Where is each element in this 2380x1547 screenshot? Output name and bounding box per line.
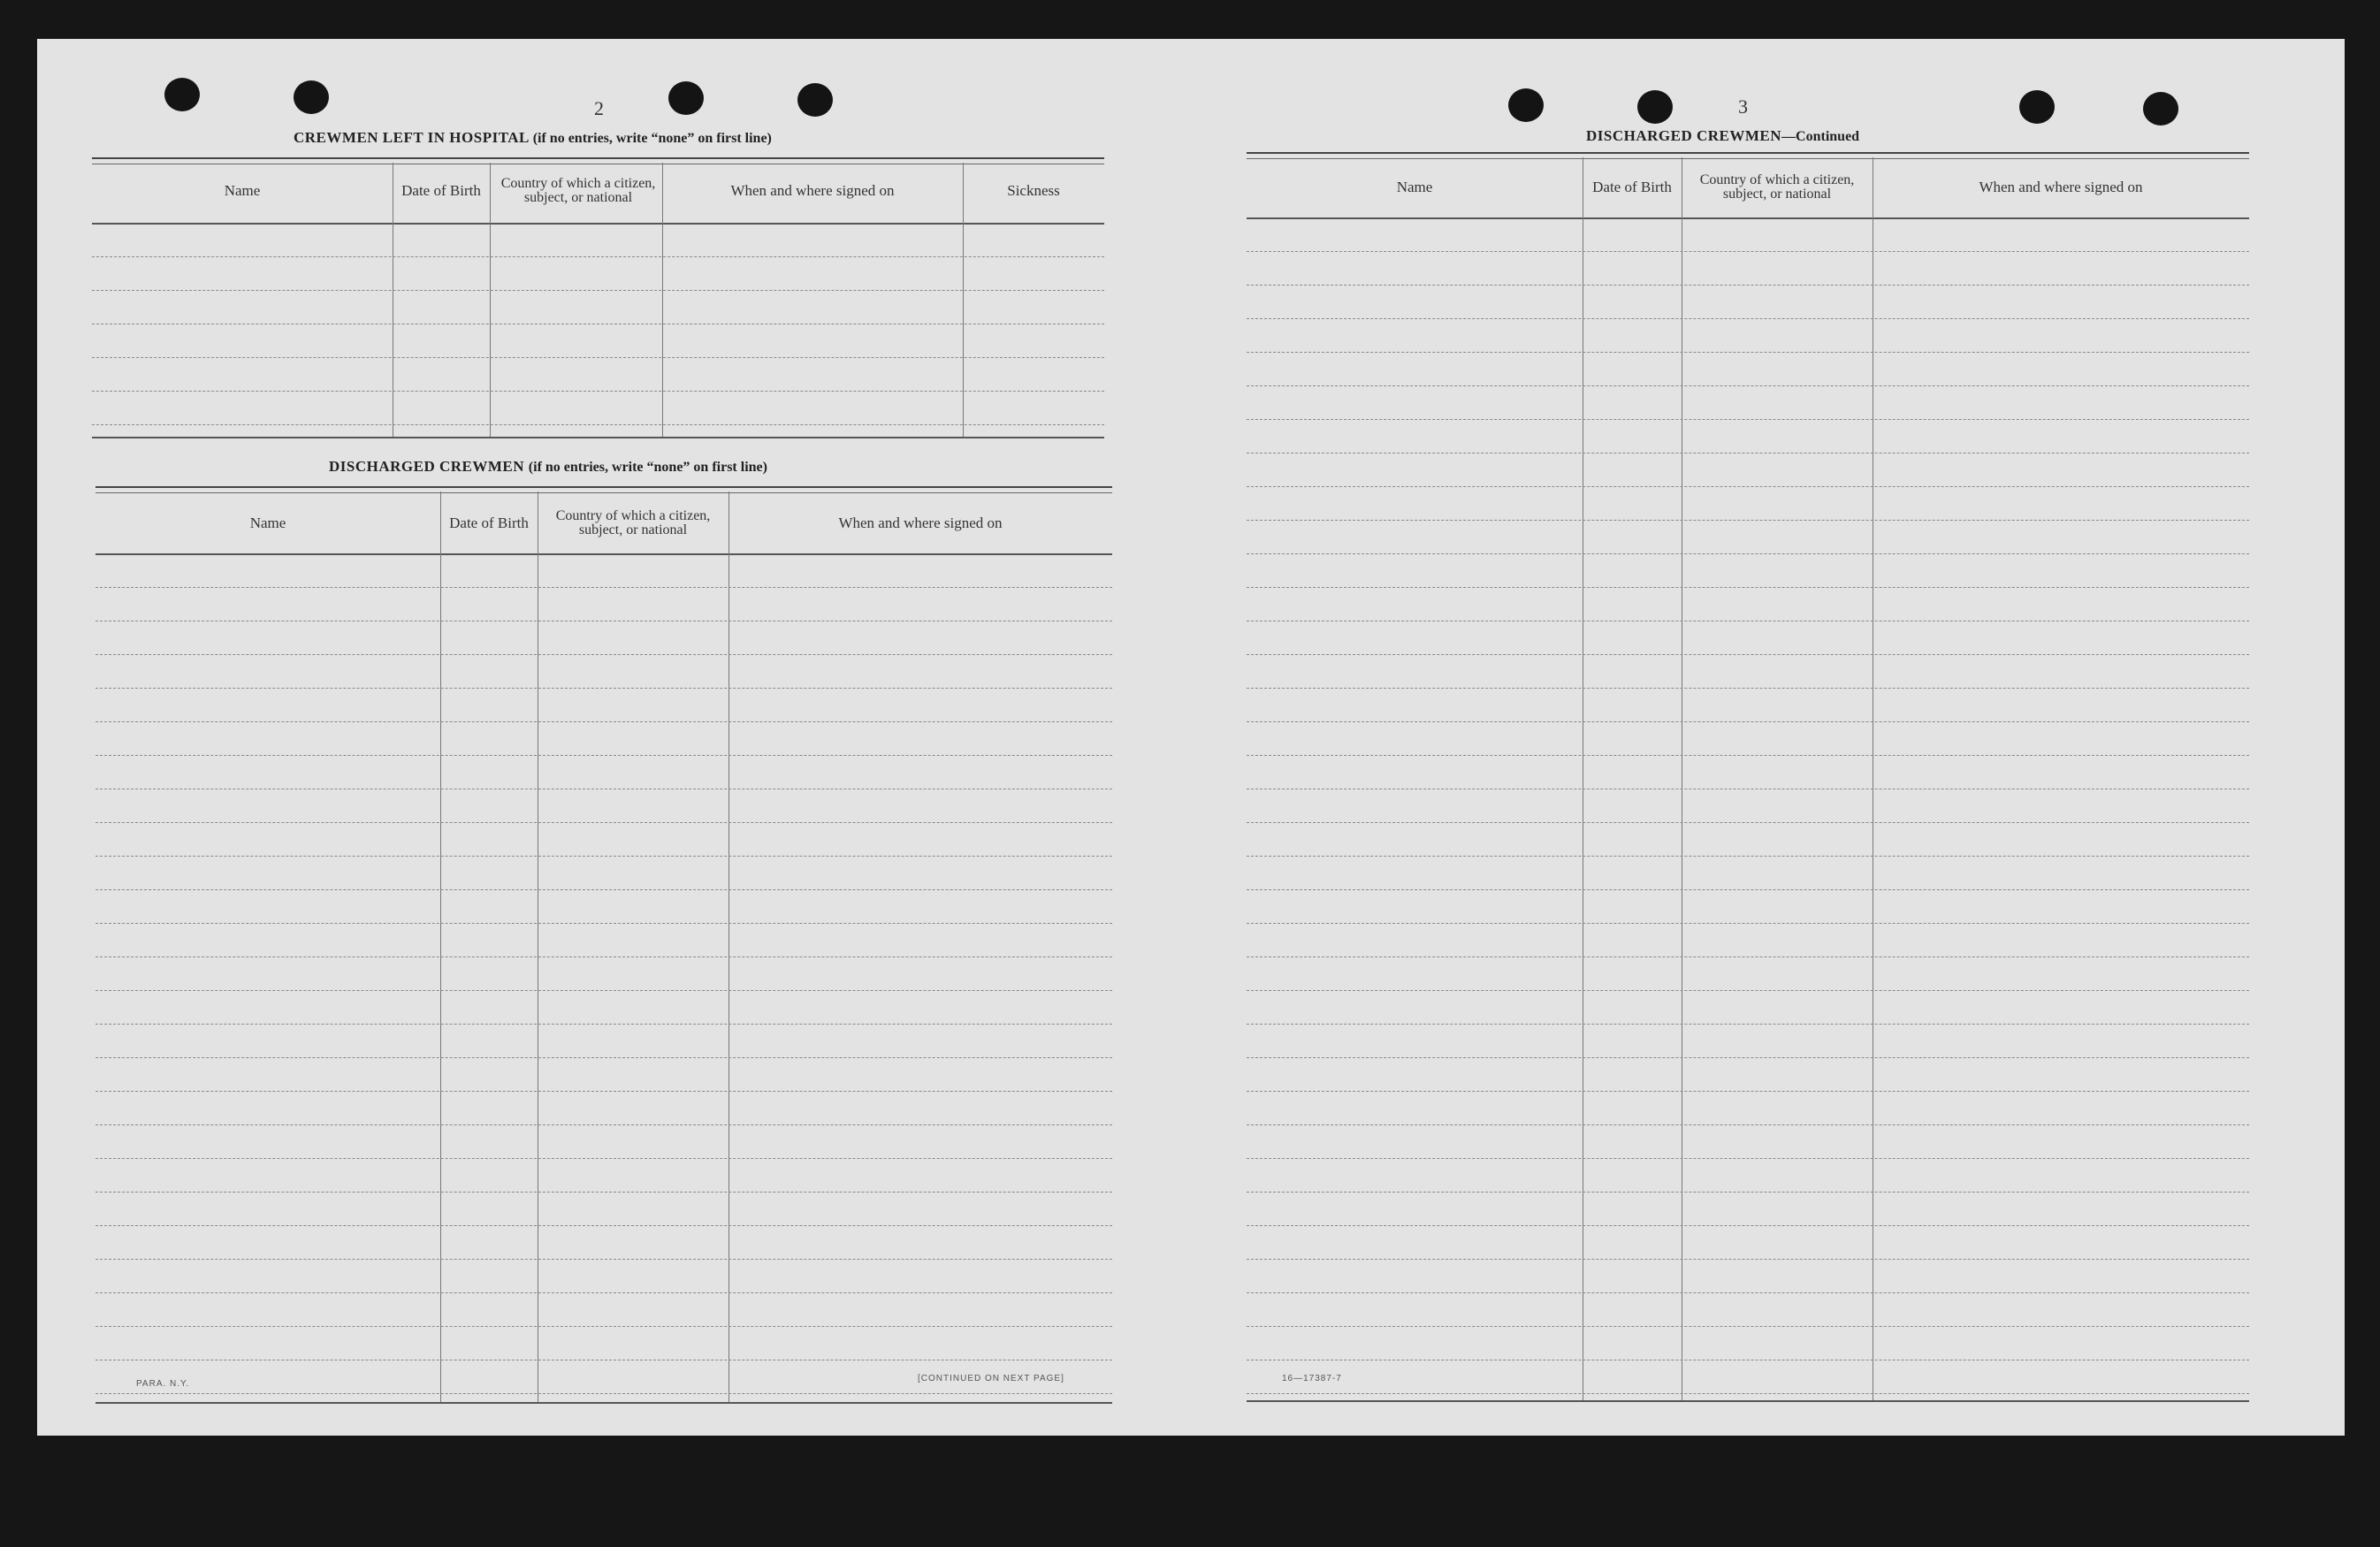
- page-number-right: 3: [1738, 95, 1748, 118]
- footer-continued-note: [CONTINUED ON NEXT PAGE]: [918, 1374, 1064, 1383]
- entry-line: [1247, 251, 2249, 252]
- entry-line: [1247, 822, 2249, 823]
- column-divider: [963, 163, 964, 437]
- table-top-rule: [95, 486, 1112, 493]
- entry-line: [1247, 654, 2249, 655]
- continued-label: —Continued: [1781, 129, 1860, 144]
- entry-line: [92, 290, 1104, 291]
- entry-line: [95, 1091, 1112, 1092]
- punch-hole: [1637, 90, 1673, 124]
- entry-line: [1247, 956, 2249, 957]
- entry-line: [1247, 688, 2249, 689]
- entry-line: [95, 688, 1112, 689]
- col-header-date-of-birth: Date of Birth: [401, 182, 481, 199]
- entry-line: [95, 1124, 1112, 1125]
- entry-line: [1247, 923, 2249, 924]
- punch-hole: [1508, 88, 1544, 122]
- entry-line: [1247, 1192, 2249, 1193]
- punch-hole: [164, 78, 200, 111]
- entry-line: [1247, 1326, 2249, 1327]
- column-divider: [490, 163, 491, 437]
- column-divider: [662, 163, 663, 437]
- entry-line: [1247, 520, 2249, 521]
- entry-line: [1247, 318, 2249, 319]
- header-rule: [1247, 217, 2249, 219]
- entry-line: [95, 956, 1112, 957]
- entry-line: [1247, 1124, 2249, 1125]
- punch-hole: [2143, 92, 2178, 126]
- entry-line: [1247, 721, 2249, 722]
- punch-hole: [2019, 90, 2055, 124]
- col-header-date-of-birth: Date of Birth: [449, 514, 529, 531]
- column-divider: [728, 492, 729, 1402]
- entry-line: [1247, 990, 2249, 991]
- column-divider: [440, 492, 441, 1402]
- col-header-country: Country of which a citizen, subject, or national: [500, 176, 656, 205]
- entry-line: [95, 1057, 1112, 1058]
- discharged-title: DISCHARGED CREWMEN: [329, 458, 525, 475]
- col-header-signed-on: When and where signed on: [838, 514, 1003, 531]
- entry-line: [95, 1393, 1112, 1394]
- entry-line: [95, 1292, 1112, 1293]
- entry-line: [95, 1158, 1112, 1159]
- entry-line: [92, 357, 1104, 358]
- col-header-signed-on: When and where signed on: [730, 182, 895, 199]
- entry-line: [1247, 1057, 2249, 1058]
- entry-line: [1247, 1393, 2249, 1394]
- entry-line: [1247, 419, 2249, 420]
- table-bottom-rule: [92, 437, 1104, 438]
- entry-line: [1247, 1091, 2249, 1092]
- entry-line: [92, 256, 1104, 257]
- entry-line: [95, 1326, 1112, 1327]
- hospital-title: CREWMEN LEFT IN HOSPITAL: [294, 129, 529, 146]
- discharged-continued-title: [1586, 127, 1859, 145]
- entry-line: [92, 424, 1104, 425]
- discharged-continued-table: [1247, 152, 2249, 1404]
- form-sheet: [37, 39, 2345, 1436]
- col-header-country: Country of which a citizen, subject, or national: [555, 508, 711, 537]
- col-header-signed-on: When and where signed on: [1979, 179, 2143, 195]
- entry-line: [1247, 1024, 2249, 1025]
- col-header-name: Name: [249, 514, 286, 531]
- punch-hole: [294, 80, 329, 114]
- entry-line: [95, 721, 1112, 722]
- entry-line: [92, 391, 1104, 392]
- entry-line: [95, 990, 1112, 991]
- entry-line: [95, 755, 1112, 756]
- col-header-name: Name: [1396, 179, 1433, 195]
- col-header-country: Country of which a citizen, subject, or national: [1699, 172, 1855, 202]
- col-header-sickness: Sickness: [1007, 182, 1060, 199]
- entry-line: [1247, 1225, 2249, 1226]
- punch-hole: [668, 81, 704, 115]
- entry-line: [95, 1024, 1112, 1025]
- entry-line: [1247, 486, 2249, 487]
- col-header-date-of-birth: Date of Birth: [1592, 179, 1672, 195]
- entry-line: [1247, 587, 2249, 588]
- discharged-section-title: [329, 458, 767, 476]
- entry-line: [1247, 553, 2249, 554]
- entry-line: [95, 1192, 1112, 1193]
- hospital-section-title: [294, 129, 772, 147]
- entry-line: [1247, 1292, 2249, 1293]
- table-bottom-rule: [95, 1402, 1112, 1404]
- entry-line: [95, 587, 1112, 588]
- header-rule: [95, 553, 1112, 555]
- entry-line: [1247, 1158, 2249, 1159]
- discharged-table: [95, 486, 1112, 1406]
- entry-line: [1247, 285, 2249, 286]
- entry-line: [1247, 856, 2249, 857]
- entry-line: [95, 1225, 1112, 1226]
- punch-hole: [797, 83, 833, 117]
- table-top-rule: [92, 157, 1104, 164]
- page-number-left: 2: [594, 97, 604, 119]
- discharged-continued-label: DISCHARGED CREWMEN: [1586, 127, 1782, 144]
- entry-line: [1247, 385, 2249, 386]
- header-rule: [92, 223, 1104, 225]
- table-bottom-rule: [1247, 1400, 2249, 1402]
- entry-line: [1247, 755, 2249, 756]
- table-top-rule: [1247, 152, 2249, 159]
- entry-line: [95, 822, 1112, 823]
- entry-line: [95, 856, 1112, 857]
- col-header-name: Name: [224, 182, 261, 199]
- entry-line: [95, 889, 1112, 890]
- entry-line: [1247, 352, 2249, 353]
- footer-printer-mark: PARA. N.Y.: [136, 1379, 190, 1389]
- hospital-note: (if no entries, write “none” on first line): [532, 131, 772, 146]
- entry-line: [1247, 889, 2249, 890]
- entry-line: [95, 654, 1112, 655]
- entry-line: [1247, 1259, 2249, 1260]
- hospital-table: [92, 157, 1104, 438]
- discharged-note: (if no entries, write “none” on first line): [528, 460, 767, 475]
- entry-line: [95, 1259, 1112, 1260]
- footer-form-code: 16—17387-7: [1282, 1374, 1342, 1383]
- entry-line: [95, 923, 1112, 924]
